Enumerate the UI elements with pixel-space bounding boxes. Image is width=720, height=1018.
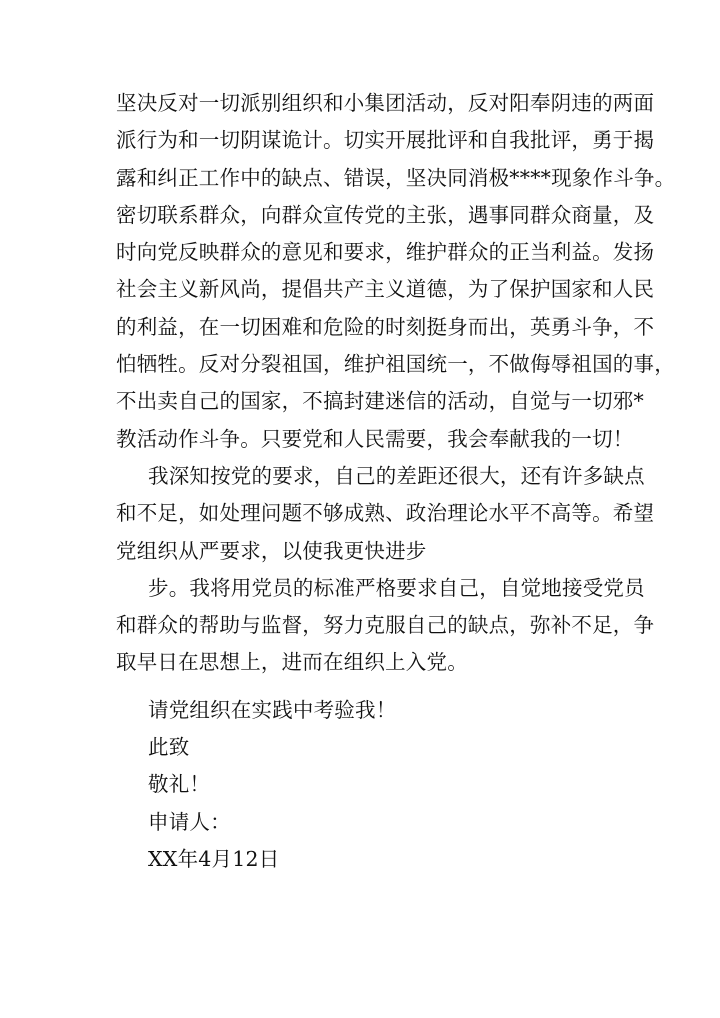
paragraph-line: 取早日在思想上，进而在组织上入党。	[116, 650, 468, 675]
paragraph-line: 时向党反映群众的意见和要求，维护群众的正当利益。发扬	[116, 240, 655, 265]
paragraph-line: 怕牺牲。反对分裂祖国，维护祖国统一，不做侮辱祖国的事，	[116, 352, 675, 377]
spacer	[116, 682, 616, 692]
letter-body	[116, 85, 676, 878]
paragraph-line: 密切联系群众，向群众宣传党的主张，遇事同群众商量，及	[116, 202, 655, 227]
paragraph-line: 教活动作斗争。只要党和人民需要，我会奉献我的一切！	[116, 426, 634, 451]
paragraph-line: 我深知按党的要求，自己的差距还很大，还有许多缺点	[148, 463, 645, 488]
paragraph-line: 和不足，如处理问题不够成熟、政治理论水平不高等。希望	[116, 501, 655, 526]
applicant-label: 申请人：	[148, 809, 231, 834]
paragraph-line: 的利益，在一切困难和危险的时刻挺身而出，英勇斗争，不	[116, 314, 655, 339]
paragraph-line: 和群众的帮助与监督，努力克服自己的缺点，弥补不足，争	[116, 613, 655, 638]
paragraph-line: 不出卖自己的国家，不搞封建迷信的活动，自觉与一切邪*	[116, 389, 644, 414]
date-line: XX年4月12日	[148, 846, 280, 871]
closing-salutation-1: 此致	[148, 735, 190, 760]
paragraph-line: 步。我将用党员的标准严格要求自己，自觉地接受党员	[148, 575, 645, 600]
closing-section	[116, 692, 616, 878]
paragraph-line: 坚决反对一切派别组织和小集团活动，反对阳奉阴违的两面	[116, 91, 655, 115]
closing-request: 请党组织在实践中考验我！	[148, 697, 397, 722]
paragraph-line: 党组织从严要求，以使我更快进步	[116, 538, 427, 563]
paragraph-line: 社会主义新风尚，提倡共产主义道德，为了保护国家和人民	[116, 277, 655, 302]
closing-salutation-2: 敬礼！	[148, 772, 211, 797]
paragraph-1	[116, 85, 676, 458]
paragraph-3	[116, 570, 655, 682]
paragraph-line: 派行为和一切阴谋诡计。切实开展批评和自我批评，勇于揭	[116, 128, 655, 153]
paragraph-2	[116, 458, 655, 570]
paragraph-line: 露和纠正工作中的缺点、错误，坚决同消极****现象作斗争。	[116, 165, 676, 190]
